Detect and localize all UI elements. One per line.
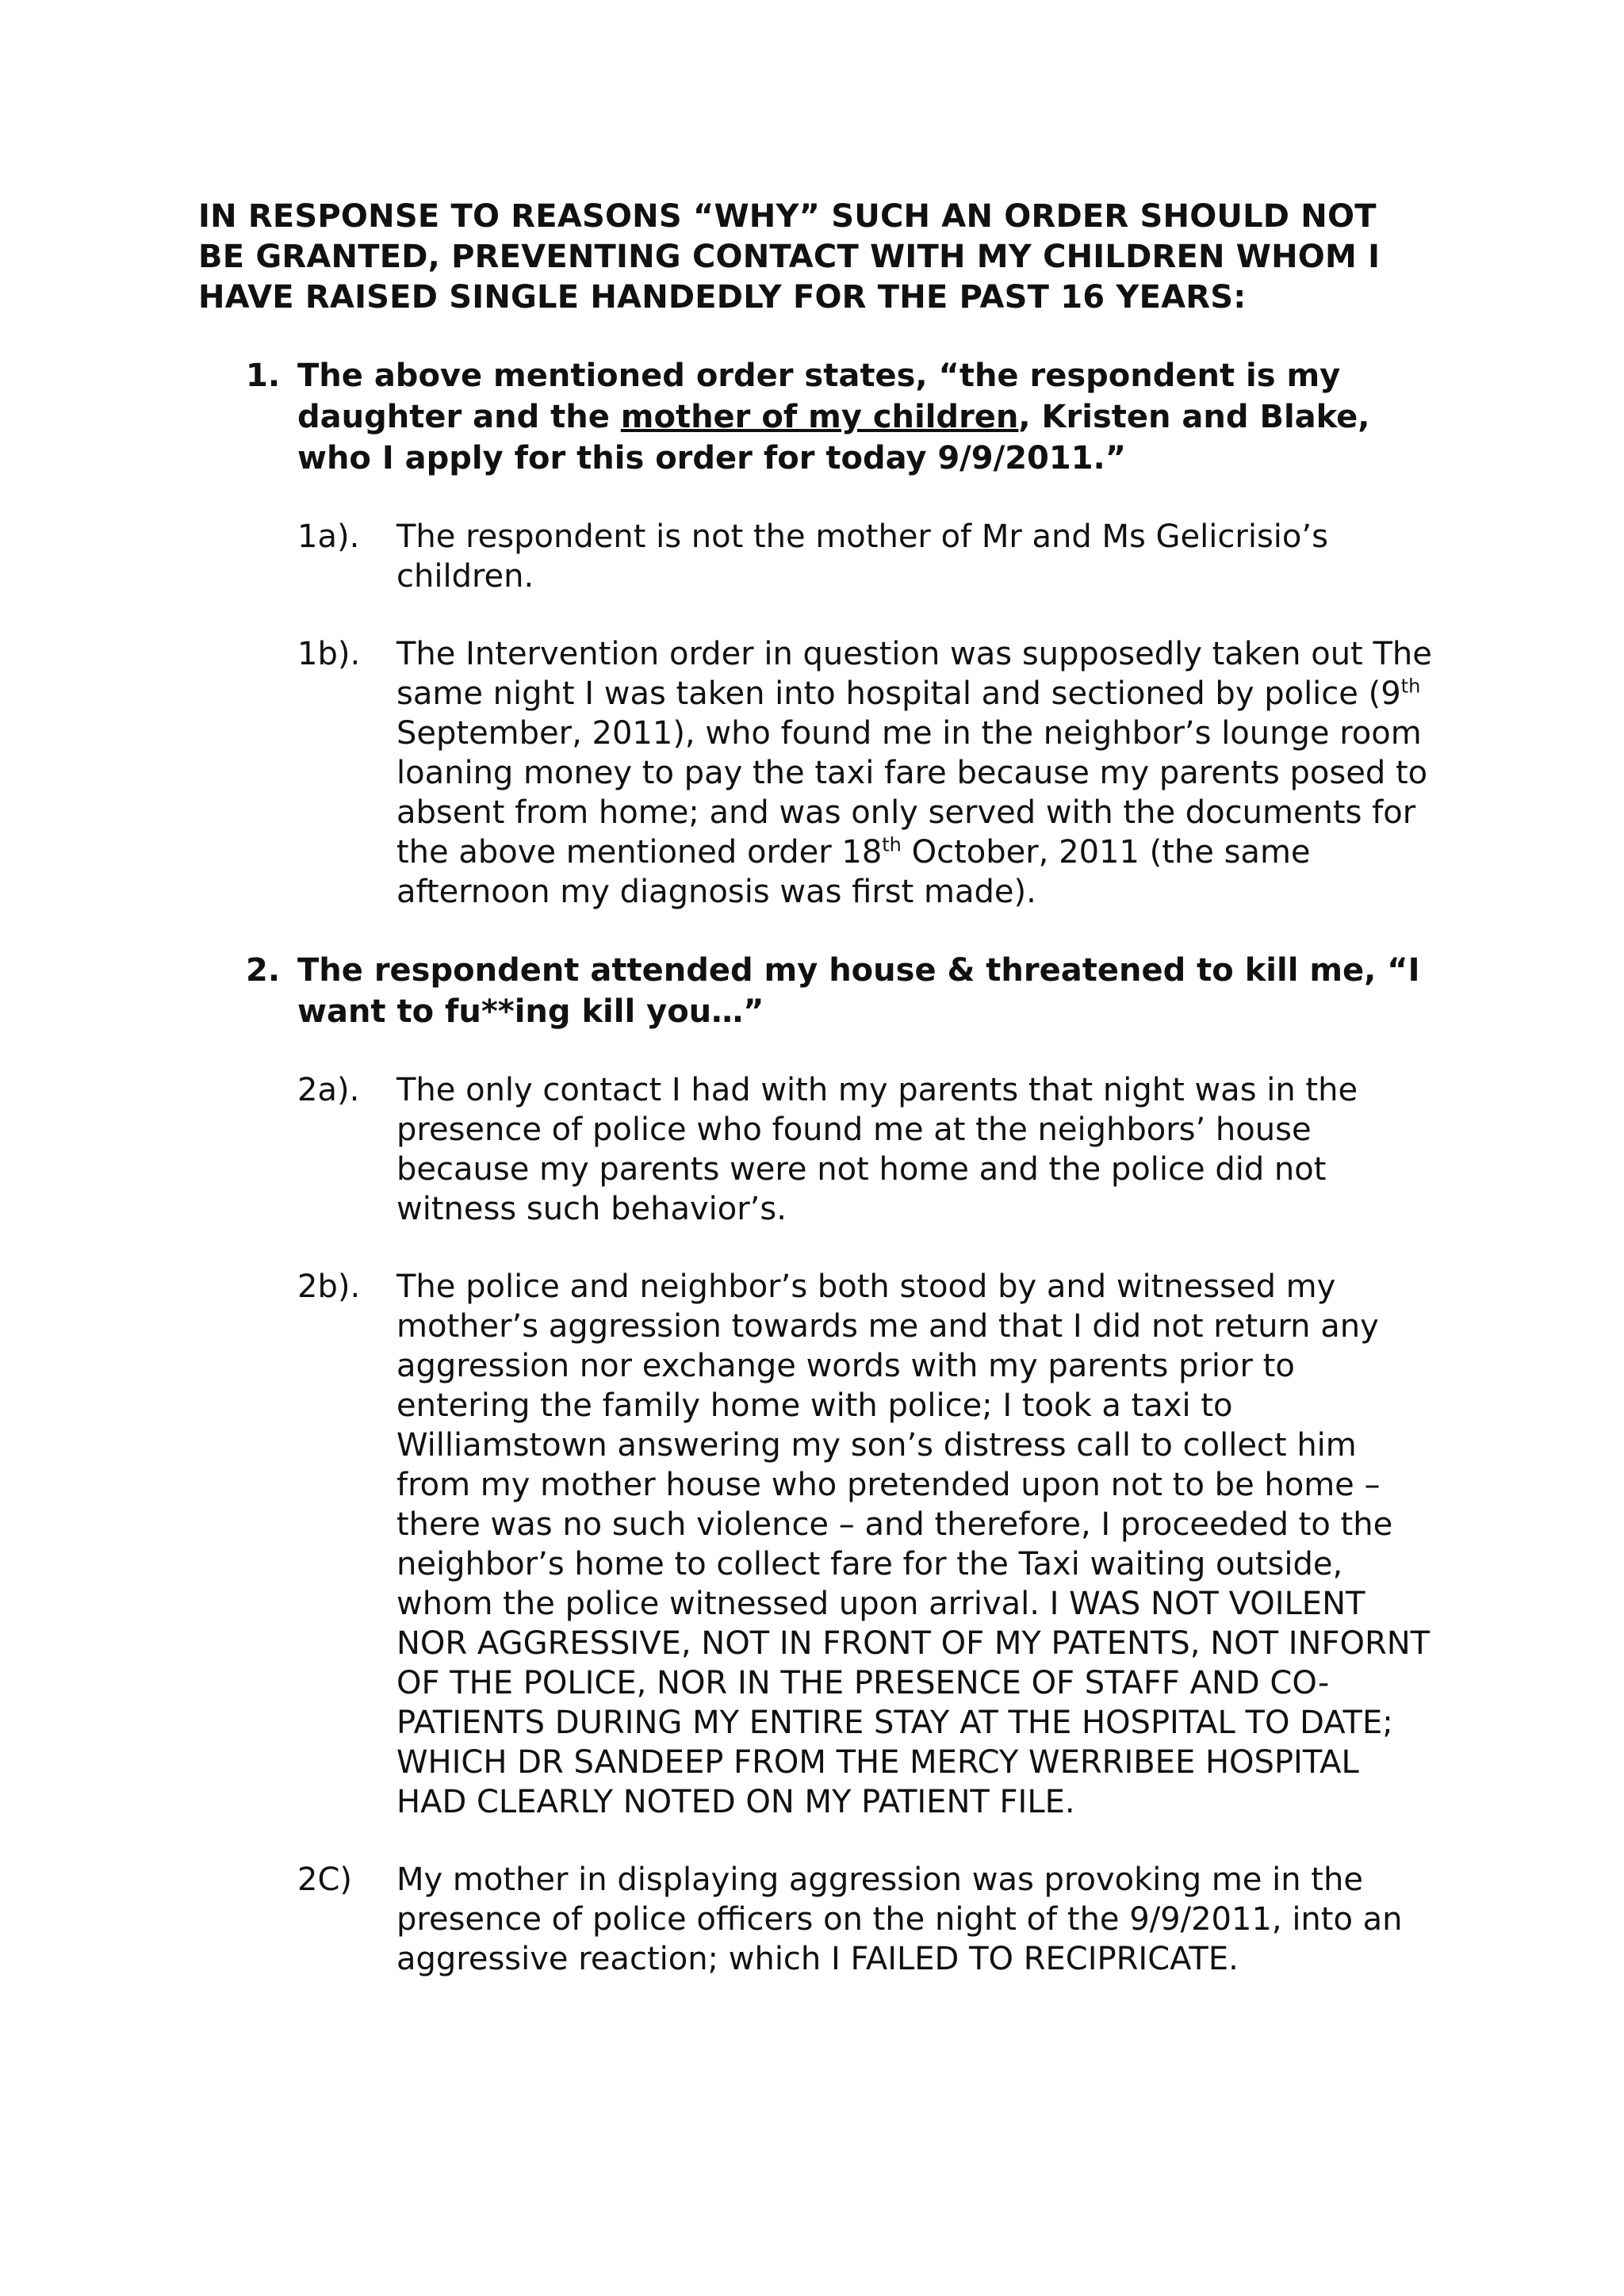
item-text: The respondent attended my house & threatened to kill me, “I want to fu**ing kill you…” — [297, 952, 1420, 1030]
sub-item-2a — [198, 1070, 1435, 1229]
superscript: th — [882, 833, 902, 856]
sub-item-label: 2C) — [297, 1862, 352, 1898]
sub-item-text: October, 2011 (the same afternoon my diagnosis was first made). — [396, 834, 1311, 910]
sub-item-text: September, 2011), who found me in the neighbor’s lounge room loaning money to pay the taxi fare because my parents posed to absent from home; and was only served with the documents for the above mentioned order 18 — [396, 715, 1428, 871]
sub-item-2c — [198, 1860, 1435, 1979]
sub-item-2b — [198, 1267, 1435, 1822]
sub-item-text: The police and neighbor’s both stood by and witnessed my mother’s aggression towards me and that I did not return any aggression nor exchange words with my parents prior to entering the family home with police; I took a taxi to Williamstown answering my son’s distress call to collect him from my mother house who pretended upon not to be home – there was no such violence – and therefore, I proceeded to the neighbor’s home to collect fare for the Taxi waiting outside, whom the police witnessed upon arrival. I WAS NOT VOILENT NOR AGGRESSIVE, NOT IN FRONT OF MY PATENTS, NOT INFORNT OF THE POLICE, NOR IN THE PRESENCE OF STAFF AND CO-PATIENTS DURING MY ENTIRE STAY AT THE HOSPITAL TO DATE; WHICH DR SANDEEP FROM THE MERCY WERRIBEE HOSPITAL HAD CLEARLY NOTED ON MY PATIENT FILE. — [396, 1269, 1431, 1820]
sub-item-text: The respondent is not the mother of Mr and Ms Gelicrisio’s children. — [396, 519, 1328, 595]
item-text-continued: , Kristen and Blake, who I apply for this order for today 9/9/2011.” — [297, 399, 1370, 476]
document-page — [198, 197, 1435, 1979]
sub-item-1a — [198, 517, 1435, 596]
item-number: 1. — [246, 358, 281, 394]
sub-item-label: 2b). — [297, 1269, 361, 1305]
underlined-phrase: mother of my children — [620, 399, 1019, 435]
numbered-item-2 — [198, 950, 1435, 1032]
sub-item-text: The only contact I had with my parents that night was in the presence of police who found me at the neighbors’ house because my parents were not home and the police did not witness such behavior’s. — [396, 1072, 1358, 1227]
sub-item-label: 1a). — [297, 519, 360, 555]
item-text: The above mentioned order states, “the respondent is my daughter and the — [297, 358, 1341, 435]
document-heading: IN RESPONSE TO REASONS “WHY” SUCH AN ORDER SHOULD NOT BE GRANTED, PREVENTING CONTACT WITH MY CHILDREN WHOM I HAVE RAISED SINGLE HANDEDLY FOR THE PAST 16 YEARS: — [198, 198, 1381, 316]
sub-item-text: My mother in displaying aggression was provoking me in the presence of police officers on the night of the 9/9/2011, into an aggressive reaction; which I FAILED TO RECIPRICATE. — [396, 1862, 1403, 1977]
sub-item-1b — [198, 634, 1435, 912]
sub-item-text: The Intervention order in question was supposedly taken out The same night I was taken into hospital and sectioned by police (9 — [396, 636, 1432, 712]
item-number: 2. — [246, 952, 281, 989]
numbered-item-1 — [198, 355, 1435, 479]
superscript: th — [1400, 675, 1421, 698]
sub-item-label: 1b). — [297, 636, 361, 672]
sub-item-label: 2a). — [297, 1072, 360, 1108]
